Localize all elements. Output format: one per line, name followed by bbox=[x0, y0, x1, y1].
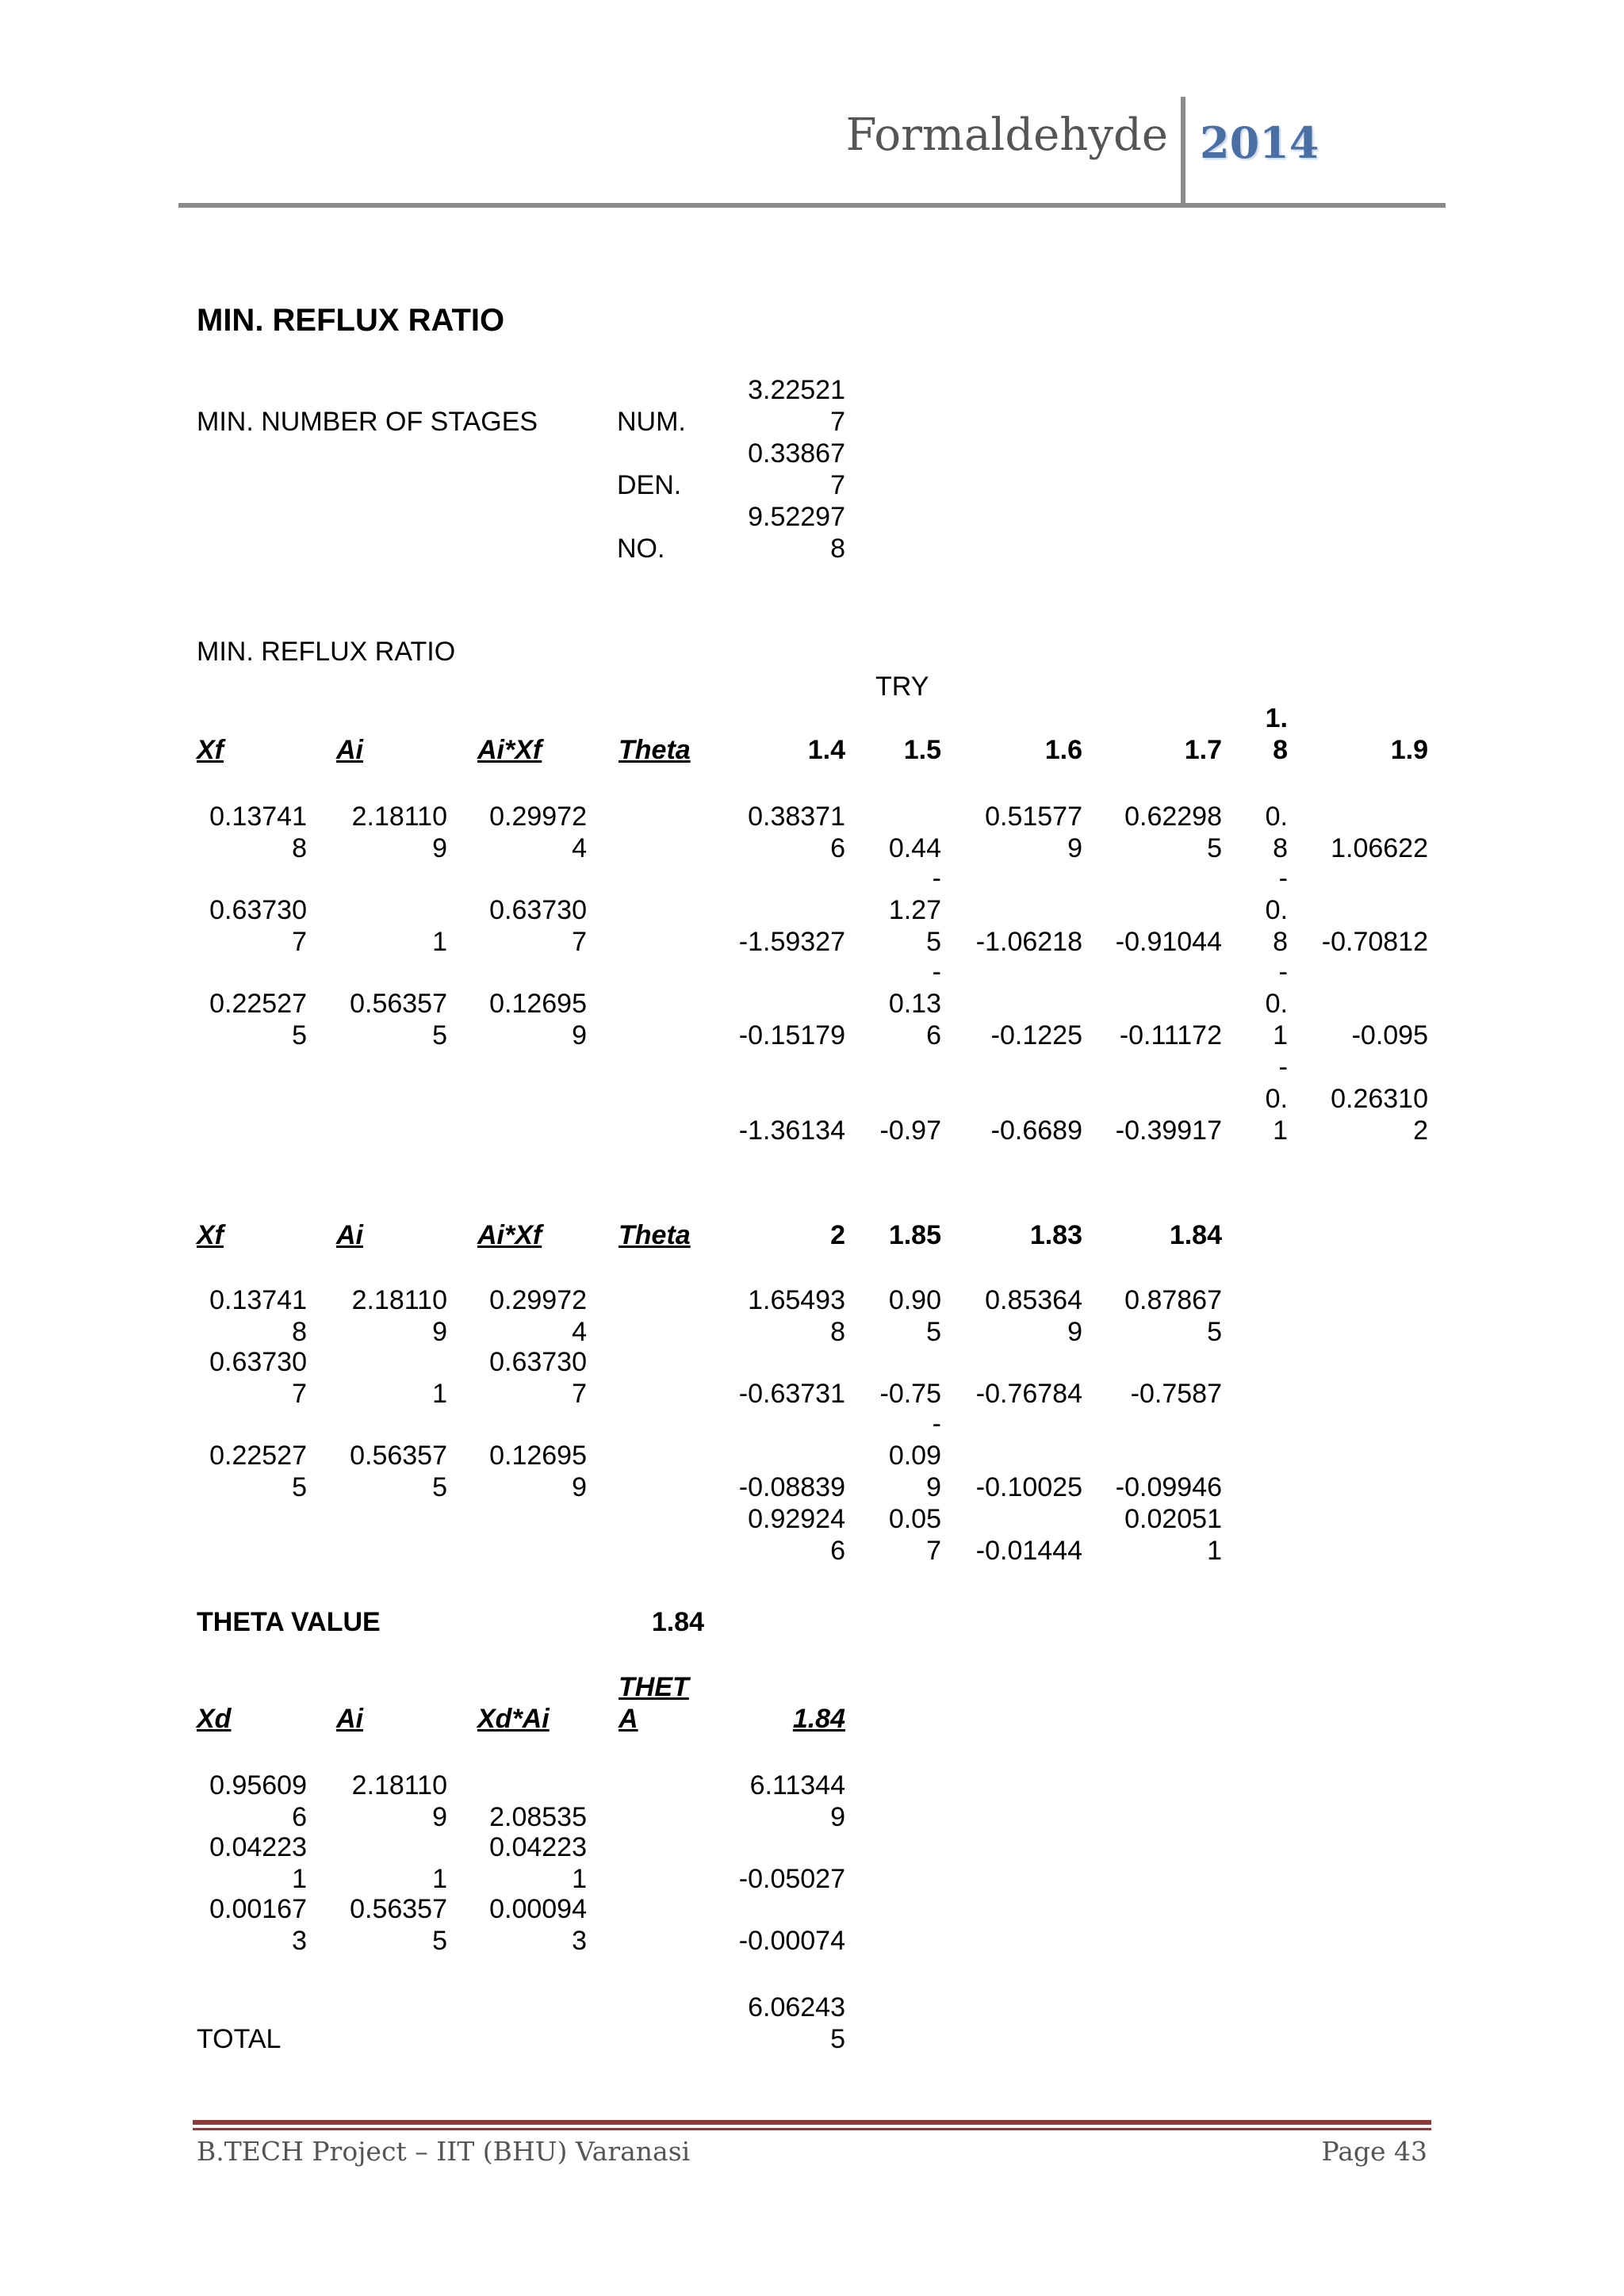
table1-cell-t4: 5 bbox=[1207, 833, 1222, 863]
table1-cell-t2: - bbox=[932, 863, 941, 894]
table1-cell-ai: 5 bbox=[432, 1020, 447, 1050]
table1-cell-t3: -0.6689 bbox=[990, 1115, 1082, 1146]
stages-row-value-cont: 8 bbox=[830, 534, 845, 564]
table1-cell-xf: 0.63730 bbox=[209, 895, 307, 925]
table2-cell-t3: -0.76784 bbox=[975, 1379, 1082, 1409]
table2-cell-t1: 6 bbox=[830, 1536, 845, 1566]
table2-cell-t2: 7 bbox=[926, 1536, 941, 1566]
header-theta: Theta bbox=[619, 735, 691, 765]
table1-cell-t5: 0. bbox=[1265, 989, 1288, 1019]
table2-cell-aixf: 4 bbox=[572, 1317, 587, 1347]
table2-cell-ai: 5 bbox=[432, 1472, 447, 1502]
table3-cell-xd: 0.95609 bbox=[209, 1770, 307, 1800]
table1-cell-t5: 8 bbox=[1273, 833, 1288, 863]
table3-cell-v: 9 bbox=[830, 1802, 845, 1832]
table1-cell-t2: 0.13 bbox=[888, 989, 941, 1019]
table2-cell-t2: -0.75 bbox=[879, 1379, 941, 1409]
stages-row-label: DEN. bbox=[617, 470, 682, 500]
table1-cell-t5: 8 bbox=[1273, 927, 1288, 957]
table1-cell-t6: -0.095 bbox=[1351, 1020, 1428, 1050]
table1-cell-aixf: 0.12695 bbox=[489, 989, 587, 1019]
header-try-t4: 1.84 bbox=[1169, 1220, 1222, 1250]
table3-cell-ai: 9 bbox=[432, 1802, 447, 1832]
table1-cell-t6: 0.26310 bbox=[1331, 1084, 1428, 1114]
table2-cell-t3: -0.01444 bbox=[975, 1536, 1082, 1566]
table1-cell-t5: - bbox=[1278, 863, 1288, 894]
table2-cell-ai: 0.56357 bbox=[350, 1441, 447, 1471]
table2-cell-t1: -0.08839 bbox=[738, 1472, 845, 1502]
header-try-t2: 1.5 bbox=[903, 735, 941, 765]
table1-cell-xf: 5 bbox=[292, 1020, 307, 1050]
table1-cell-aixf: 9 bbox=[572, 1020, 587, 1050]
table1-cell-t2: 0.44 bbox=[888, 833, 941, 863]
theta-value: 1.84 bbox=[651, 1607, 704, 1637]
header-try-t5-cont: 8 bbox=[1273, 735, 1288, 765]
table3-cell-xdai: 2.08535 bbox=[489, 1802, 587, 1832]
table1-cell-t3: 0.51577 bbox=[985, 802, 1082, 832]
table2-cell-ai: 9 bbox=[432, 1317, 447, 1347]
stages-row-value-cont: 7 bbox=[830, 470, 845, 500]
table1-cell-t1: -0.15179 bbox=[738, 1020, 845, 1050]
table2-cell-aixf: 0.29972 bbox=[489, 1285, 587, 1315]
stages-row-value-cont: 7 bbox=[830, 407, 845, 437]
header-xd: Xd bbox=[197, 1704, 232, 1734]
table2-cell-t4: -0.7587 bbox=[1130, 1379, 1222, 1409]
table3-cell-xdai: 3 bbox=[572, 1926, 587, 1956]
table1-cell-xf: 0.22527 bbox=[209, 989, 307, 1019]
table1-cell-ai: 0.56357 bbox=[350, 989, 447, 1019]
header-try-t1: 2 bbox=[830, 1220, 845, 1250]
table2-cell-t1: -0.63731 bbox=[738, 1379, 845, 1409]
try-label: TRY bbox=[875, 672, 929, 702]
table1-cell-ai: 1 bbox=[432, 927, 447, 957]
total-value: 5 bbox=[830, 2024, 845, 2054]
table3-cell-xdai: 0.00094 bbox=[489, 1894, 587, 1924]
table2-cell-t4: -0.09946 bbox=[1115, 1472, 1222, 1502]
table2-cell-t4: 1 bbox=[1207, 1536, 1222, 1566]
header-rule bbox=[178, 203, 1446, 208]
table1-cell-aixf: 0.63730 bbox=[489, 895, 587, 925]
header-divider bbox=[1181, 97, 1185, 205]
table3-cell-ai: 5 bbox=[432, 1926, 447, 1956]
stages-row-value: 3.22521 bbox=[748, 375, 845, 405]
table3-cell-ai: 2.18110 bbox=[351, 1770, 447, 1800]
header-try-t3: 1.83 bbox=[1029, 1220, 1082, 1250]
table1-cell-t3: -0.1225 bbox=[990, 1020, 1082, 1050]
table3-cell-xd: 6 bbox=[292, 1802, 307, 1832]
table1-cell-t4: -0.39917 bbox=[1115, 1115, 1222, 1146]
header-xf: Xf bbox=[197, 735, 224, 765]
header-xf: Xf bbox=[197, 1220, 224, 1250]
table2-cell-t2: 0.09 bbox=[888, 1441, 941, 1471]
theta-value-label: THETA VALUE bbox=[197, 1607, 381, 1637]
table1-cell-t1: 6 bbox=[830, 833, 845, 863]
header-try-t4: 1.7 bbox=[1184, 735, 1222, 765]
table1-cell-t6: 1.06622 bbox=[1331, 833, 1428, 863]
header-ai: Ai bbox=[336, 1704, 363, 1734]
footer-rule-thin bbox=[193, 2128, 1431, 2130]
table1-cell-t5: 0. bbox=[1265, 802, 1288, 832]
table3-cell-v: -0.00074 bbox=[738, 1926, 845, 1956]
table2-cell-xf: 0.13741 bbox=[209, 1285, 307, 1315]
table3-cell-v: 6.11344 bbox=[749, 1770, 845, 1800]
header-ai: Ai bbox=[336, 1220, 363, 1250]
table3-cell-xd: 3 bbox=[292, 1926, 307, 1956]
table2-cell-aixf: 0.63730 bbox=[489, 1347, 587, 1377]
header-try-t3: 1.6 bbox=[1044, 735, 1082, 765]
stages-row-label: NO. bbox=[617, 534, 665, 564]
header-title: Formaldehyde bbox=[845, 109, 1168, 161]
table3-cell-xd: 0.00167 bbox=[209, 1894, 307, 1924]
table2-cell-ai: 1 bbox=[432, 1379, 447, 1409]
table1-cell-aixf: 0.29972 bbox=[489, 802, 587, 832]
stages-row-label: NUM. bbox=[617, 407, 686, 437]
table3-cell-xd: 0.04223 bbox=[209, 1832, 307, 1862]
stages-row-value: 9.52297 bbox=[748, 502, 845, 532]
table2-cell-ai: 2.18110 bbox=[351, 1285, 447, 1315]
header-aixf: Ai*Xf bbox=[477, 1220, 542, 1250]
header-theta-cont: A bbox=[619, 1704, 638, 1734]
header-year: 2014 bbox=[1200, 117, 1320, 168]
table2-cell-xf: 0.22527 bbox=[209, 1441, 307, 1471]
stages-row-value: 0.33867 bbox=[748, 438, 845, 469]
table1-cell-t4: 0.62298 bbox=[1124, 802, 1222, 832]
table2-cell-aixf: 0.12695 bbox=[489, 1441, 587, 1471]
table2-cell-t2: - bbox=[932, 1409, 941, 1439]
table1-cell-t5: 1 bbox=[1273, 1020, 1288, 1050]
table1-cell-t5: - bbox=[1278, 1052, 1288, 1082]
table1-cell-t2: 1.27 bbox=[888, 895, 941, 925]
table2-cell-t2: 9 bbox=[926, 1472, 941, 1502]
table1-cell-t4: -0.11172 bbox=[1119, 1020, 1222, 1050]
table1-cell-xf: 0.13741 bbox=[209, 802, 307, 832]
footer-rule-thick bbox=[193, 2120, 1431, 2125]
table1-cell-t5: 0. bbox=[1265, 1084, 1288, 1114]
table3-cell-xd: 1 bbox=[292, 1864, 307, 1894]
table2-cell-t2: 0.05 bbox=[888, 1504, 941, 1534]
header-xdai: Xd*Ai bbox=[477, 1704, 550, 1734]
table2-cell-xf: 5 bbox=[292, 1472, 307, 1502]
footer-left: B.TECH Project – IIT (BHU) Varanasi bbox=[197, 2136, 691, 2167]
table1-cell-t2: 5 bbox=[926, 927, 941, 957]
table2-cell-xf: 7 bbox=[292, 1379, 307, 1409]
table1-cell-t1: -1.36134 bbox=[738, 1115, 845, 1146]
table1-cell-t3: -1.06218 bbox=[975, 927, 1082, 957]
min-stages-label: MIN. NUMBER OF STAGES bbox=[197, 407, 538, 437]
table1-cell-aixf: 4 bbox=[572, 833, 587, 863]
table3-cell-xdai: 0.04223 bbox=[489, 1832, 587, 1862]
table1-cell-t5: - bbox=[1278, 957, 1288, 987]
header-theta: THET bbox=[619, 1672, 689, 1702]
table1-cell-aixf: 7 bbox=[572, 927, 587, 957]
table2-cell-t4: 0.02051 bbox=[1124, 1504, 1222, 1534]
table2-cell-t4: 0.87867 bbox=[1124, 1285, 1222, 1315]
section-title: MIN. REFLUX RATIO bbox=[197, 303, 505, 338]
table1-cell-t2: -0.97 bbox=[879, 1115, 941, 1146]
table1-cell-ai: 9 bbox=[432, 833, 447, 863]
table1-cell-t6: -0.70812 bbox=[1321, 927, 1428, 957]
reflux-label: MIN. REFLUX RATIO bbox=[197, 637, 456, 667]
table1-cell-t2: 6 bbox=[926, 1020, 941, 1050]
table1-cell-xf: 7 bbox=[292, 927, 307, 957]
table2-cell-t4: 5 bbox=[1207, 1317, 1222, 1347]
header-theta-value: 1.84 bbox=[792, 1704, 845, 1734]
total-value: 6.06243 bbox=[748, 1992, 845, 2022]
table2-cell-aixf: 7 bbox=[572, 1379, 587, 1409]
table2-cell-t3: 0.85364 bbox=[985, 1285, 1082, 1315]
table2-cell-xf: 8 bbox=[292, 1317, 307, 1347]
header-ai: Ai bbox=[336, 735, 363, 765]
table1-cell-t6: 2 bbox=[1413, 1115, 1428, 1146]
header-try-t5: 1. bbox=[1265, 703, 1288, 733]
table1-cell-t5: 0. bbox=[1265, 895, 1288, 925]
header-try-t6: 1.9 bbox=[1390, 735, 1428, 765]
footer-page: Page 43 bbox=[1321, 2136, 1427, 2167]
table3-cell-xdai: 1 bbox=[572, 1864, 587, 1894]
table1-cell-t2: - bbox=[932, 957, 941, 987]
table1-cell-t3: 9 bbox=[1067, 833, 1082, 863]
table2-cell-t2: 0.90 bbox=[888, 1285, 941, 1315]
table1-cell-t4: -0.91044 bbox=[1115, 927, 1222, 957]
table2-cell-t1: 8 bbox=[830, 1317, 845, 1347]
table1-cell-ai: 2.18110 bbox=[351, 802, 447, 832]
header-try-t1: 1.4 bbox=[807, 735, 845, 765]
header-try-t2: 1.85 bbox=[888, 1220, 941, 1250]
table3-cell-ai: 0.56357 bbox=[350, 1894, 447, 1924]
table2-cell-t1: 1.65493 bbox=[748, 1285, 845, 1315]
table1-cell-xf: 8 bbox=[292, 833, 307, 863]
table2-cell-t3: -0.10025 bbox=[975, 1472, 1082, 1502]
table2-cell-t1: 0.92924 bbox=[748, 1504, 845, 1534]
total-label: TOTAL bbox=[197, 2024, 282, 2054]
header-theta: Theta bbox=[619, 1220, 691, 1250]
table3-cell-ai: 1 bbox=[432, 1864, 447, 1894]
table1-cell-t1: 0.38371 bbox=[748, 802, 845, 832]
table2-cell-t3: 9 bbox=[1067, 1317, 1082, 1347]
header-aixf: Ai*Xf bbox=[477, 735, 542, 765]
table2-cell-t2: 5 bbox=[926, 1317, 941, 1347]
table2-cell-xf: 0.63730 bbox=[209, 1347, 307, 1377]
table1-cell-t5: 1 bbox=[1273, 1115, 1288, 1146]
table2-cell-aixf: 9 bbox=[572, 1472, 587, 1502]
table3-cell-v: -0.05027 bbox=[738, 1864, 845, 1894]
table1-cell-t1: -1.59327 bbox=[738, 927, 845, 957]
